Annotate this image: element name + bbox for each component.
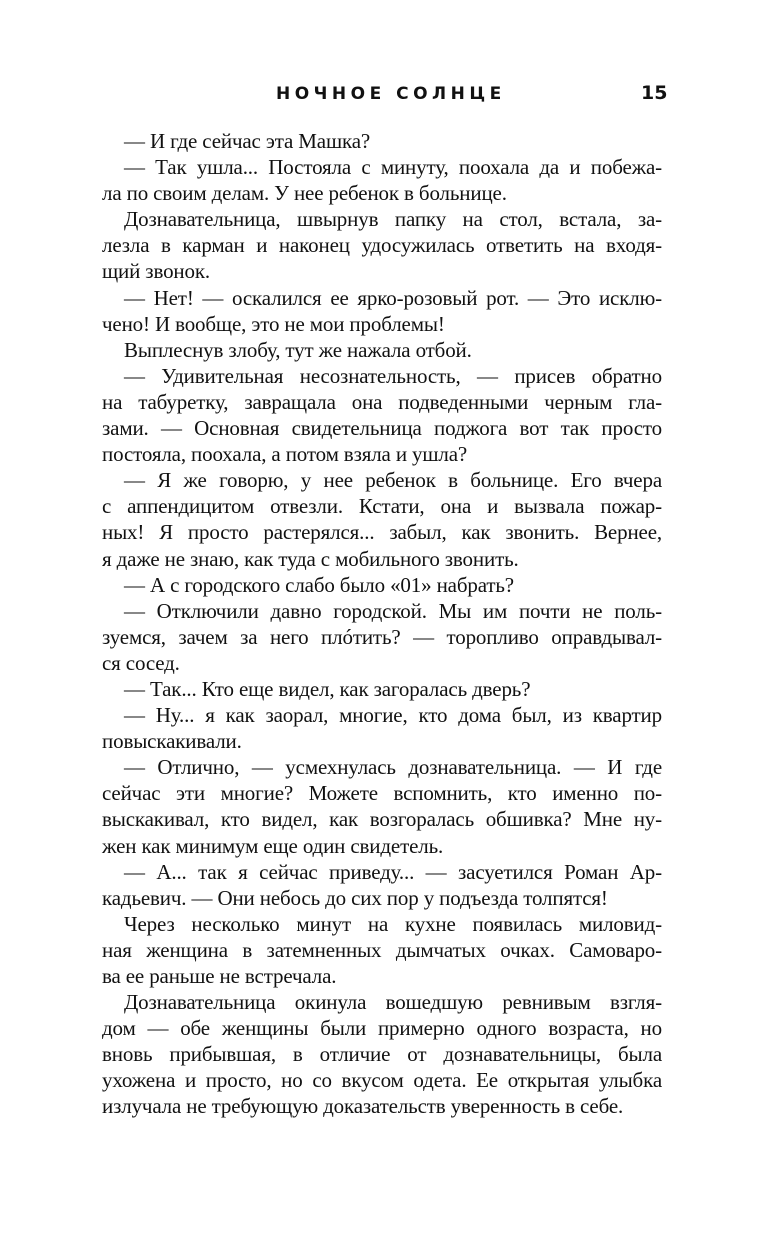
- text-line: — Нет! — оскалился ее ярко-розовый рот. — Это исклю-: [124, 285, 662, 310]
- text-line: постояла, поохала, а потом взяла и ушла?: [102, 442, 468, 467]
- paragraph: [102, 128, 662, 154]
- text-line: я даже не знаю, как туда с мобильного звонить.: [102, 546, 519, 571]
- text-line: на табуретку, завращала она подведенными черным гла-: [102, 389, 662, 414]
- text-line: с аппендицитом отвезли. Кстати, она и вызвала пожар-: [102, 494, 662, 519]
- page-number: 15: [641, 82, 668, 104]
- paragraph: [102, 363, 662, 467]
- text-line: выскакивал, кто видел, как возгоралась обшивка? Мне ну-: [102, 807, 662, 832]
- text-line: повыскакивали.: [102, 729, 242, 754]
- text-line: жен как минимум еще один свидетель.: [102, 833, 444, 858]
- paragraph: [102, 206, 662, 284]
- text-line: — А с городского слабо было «01» набрать?: [124, 572, 514, 597]
- text-line: ла по своим делам. У нее ребенок в больнице.: [102, 181, 507, 206]
- text-line: — Удивительная несознательность, — присев обратно: [124, 363, 662, 388]
- paragraph: [102, 467, 662, 571]
- text-line: зуемся, зачем за него плóтить? — торопливо оправдывал-: [102, 624, 662, 649]
- text-line: ухожена и просто, но со вкусом одета. Ее открытая улыбка: [102, 1068, 662, 1093]
- paragraph: [102, 754, 662, 858]
- text-line: вновь прибывшая, в отличие от дознавательницы, была: [102, 1042, 662, 1067]
- text-line: дом — обе женщины были примерно одного возраста, но: [102, 1016, 662, 1041]
- paragraph: [102, 285, 662, 337]
- paragraph: [102, 337, 662, 363]
- text-line: ся сосед.: [102, 650, 180, 675]
- text-line: ных! Я просто растерялся... забыл, как звонить. Вернее,: [102, 520, 662, 545]
- text-line: ная женщина в затемненных дымчатых очках. Самоваро-: [102, 937, 662, 962]
- text-line: Выплеснув злобу, тут же нажала отбой.: [124, 337, 472, 362]
- text-line: — А... так я сейчас приведу... — засуетился Роман Ар-: [124, 859, 662, 884]
- text-line: — Так... Кто еще видел, как загоралась дверь?: [124, 676, 531, 701]
- paragraph: [102, 859, 662, 911]
- text-line: Дознавательница, швырнув папку на стол, встала, за-: [124, 207, 662, 232]
- text-line: — Отлично, — усмехнулась дознавательница. — И где: [124, 755, 662, 780]
- text-line: зами. — Основная свидетельница поджога вот так просто: [102, 416, 662, 441]
- running-head-title: НОЧНОЕ СОЛНЦЕ: [276, 84, 506, 104]
- paragraph: [102, 154, 662, 206]
- paragraph: [102, 572, 662, 598]
- text-line: чено! И вообще, это не мои проблемы!: [102, 311, 445, 336]
- text-line: щий звонок.: [102, 259, 211, 284]
- paragraph: [102, 989, 662, 1119]
- text-line: — И где сейчас эта Машка?: [124, 129, 371, 153]
- text-line: сейчас эти многие? Можете вспомнить, кто именно по-: [102, 781, 662, 806]
- text-line: — Ну... я как заорал, многие, кто дома был, из квартир: [124, 703, 662, 728]
- text-line: — Отключили давно городской. Мы им почти не поль-: [124, 598, 662, 623]
- text-line: Дознавательница окинула вошедшую ревнивым взгля-: [124, 990, 662, 1015]
- text-line: кадьевич. — Они небось до сих пор у подъезда толпятся!: [102, 885, 608, 910]
- text-line: Через несколько минут на кухне появилась миловид-: [124, 911, 662, 936]
- paragraph: [102, 598, 662, 676]
- body-text: [102, 128, 662, 1120]
- paragraph: [102, 911, 662, 989]
- paragraph: [102, 702, 662, 754]
- text-line: — Так ушла... Постояла с минуту, поохала да и побежа-: [124, 155, 662, 180]
- text-line: — Я же говорю, у нее ребенок в больнице. Его вчера: [124, 468, 662, 493]
- text-line: лезла в карман и наконец удосужилась ответить на входя-: [102, 233, 662, 258]
- text-line: излучала не требующую доказательств уверенность в себе.: [102, 1094, 624, 1119]
- paragraph: [102, 676, 662, 702]
- text-line: ва ее раньше не встречала.: [102, 964, 337, 988]
